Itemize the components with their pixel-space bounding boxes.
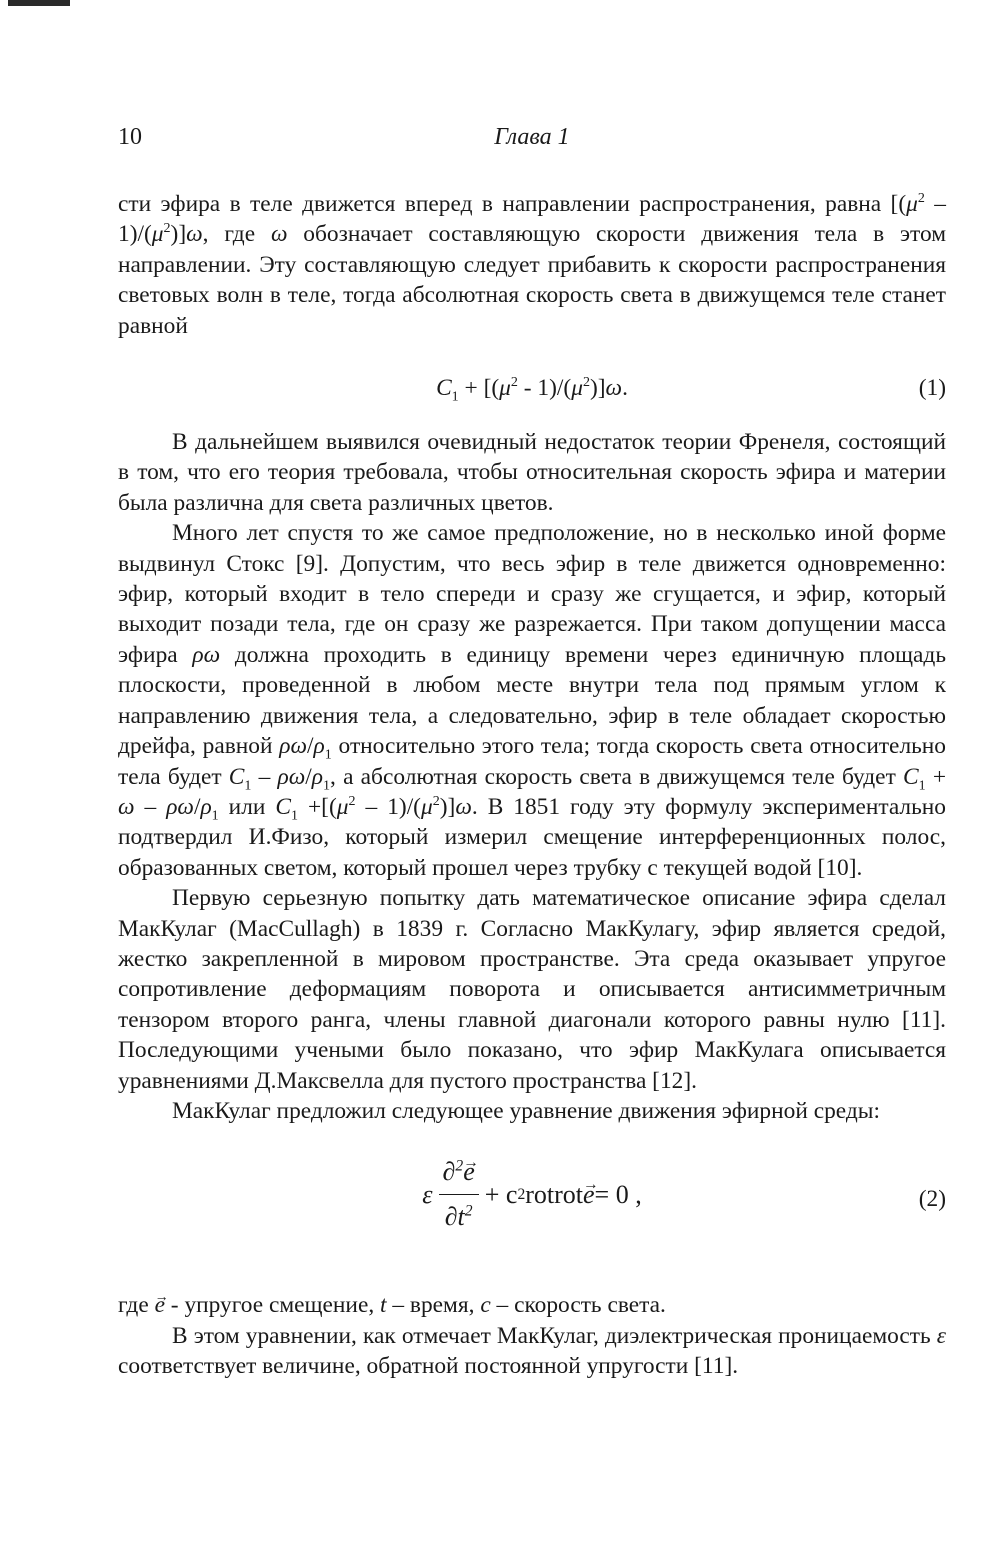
formula-1: $C_1 + [(\mu^2 - 1)/(\mu^2)]\omega$. (1) xyxy=(118,355,946,421)
page-number: 10 xyxy=(118,124,142,150)
paragraph-6: где → e - упругое смещение, t – время, c – скорость света. xyxy=(118,1290,946,1320)
paragraph-7: В этом уравнении, как отмечает МакКулаг, диэлектрическая проницаемость ε соответствует величине, обратной постоянной упругости [11]. xyxy=(118,1322,946,1380)
formula-2 xyxy=(118,1146,946,1266)
maccullagh-equation: ε $\frac{\partial^2\to e}{\partial t^2}$ + c 2 rotrot → e = 0 , xyxy=(422,1152,641,1237)
scan-mark xyxy=(8,0,70,6)
running-title: Глава 1 xyxy=(494,124,570,150)
body-text xyxy=(118,189,946,1382)
equation-number-1: (1) xyxy=(918,375,946,402)
paragraph-1: сти эфира в теле движется вперед в направлении распространения, равна $[(\mu^2 - 1)/(\mu^2)]\omega$, где ω обозначает составляющую скорости движения тела в этом направлении. Эту составляющую следует прибавить к скорости распространения световых волн в теле, тогда абсолютная скорость света в движущемся теле станет равной xyxy=(118,190,947,339)
equation-number-2: (2) xyxy=(918,1186,946,1213)
second-derivative-fraction: $\frac{\partial^2\to e}{\partial t^2}$ xyxy=(439,1152,479,1237)
paragraph-5: МакКулаг предложил следующее уравнение движения эфирной среды: xyxy=(172,1097,880,1124)
paragraph-4: Первую серьезную попытку дать математическое описание эфира сделал МакКулаг (MacCullagh) в 1839 г. Согласно МакКулагу, эфир является средой, жестко закрепленной в мировом пространстве. Эта среда оказывает упругое сопротивление деформациям поворота и описывается антисимметричным тензором второго ранга, члены главной диагонали которого равны нулю [11]. Последующими учеными было показано, что эфир МакКулага описывается уравнениями Д.Максвелла для пустого пространства [12]. xyxy=(118,885,946,1094)
paragraph-3: Много лет спустя то же самое предположение, но в несколько иной форме выдвинул Стокс [9]. Допустим, что весь эфир в теле движется одновременно: эфир, который входит в тело спереди и сразу же сгущается, и эфир, который выходит позади тела, где он сразу же разрежается. При таком допущении масса эфира ρω должна проходить в единицу времени через единичную площадь плоскости, проведенной в любом месте внутри тела под прямым углом к направлению движения тела, а следовательно, эфир в теле обладает скоростью дрейфа, равной $\rho\omega/\rho_1$ относительно этого тела; тогда скорость света относительно тела будет $C_1 - \rho\omega/\rho_1$, а абсолютная скорость света в движущемся теле будет $C_1 + \omega - \rho\omega/\rho_1$ или $C_1 +[(\mu^2 - 1)/(\mu^2)]\omega$. В 1851 году эту формулу экспериментально подтвердил И.Физо, который измерил смещение интерференционных полос, образованных светом, который прошел через трубку с текущей водой [10]. xyxy=(118,520,947,881)
paragraph-2: В дальнейшем выявился очевидный недостаток теории Френеля, состоящий в том, что его теория требовала, чтобы относительная скорость эфира и материи была различна для света различных цветов. xyxy=(118,429,946,516)
page-header xyxy=(118,124,946,156)
